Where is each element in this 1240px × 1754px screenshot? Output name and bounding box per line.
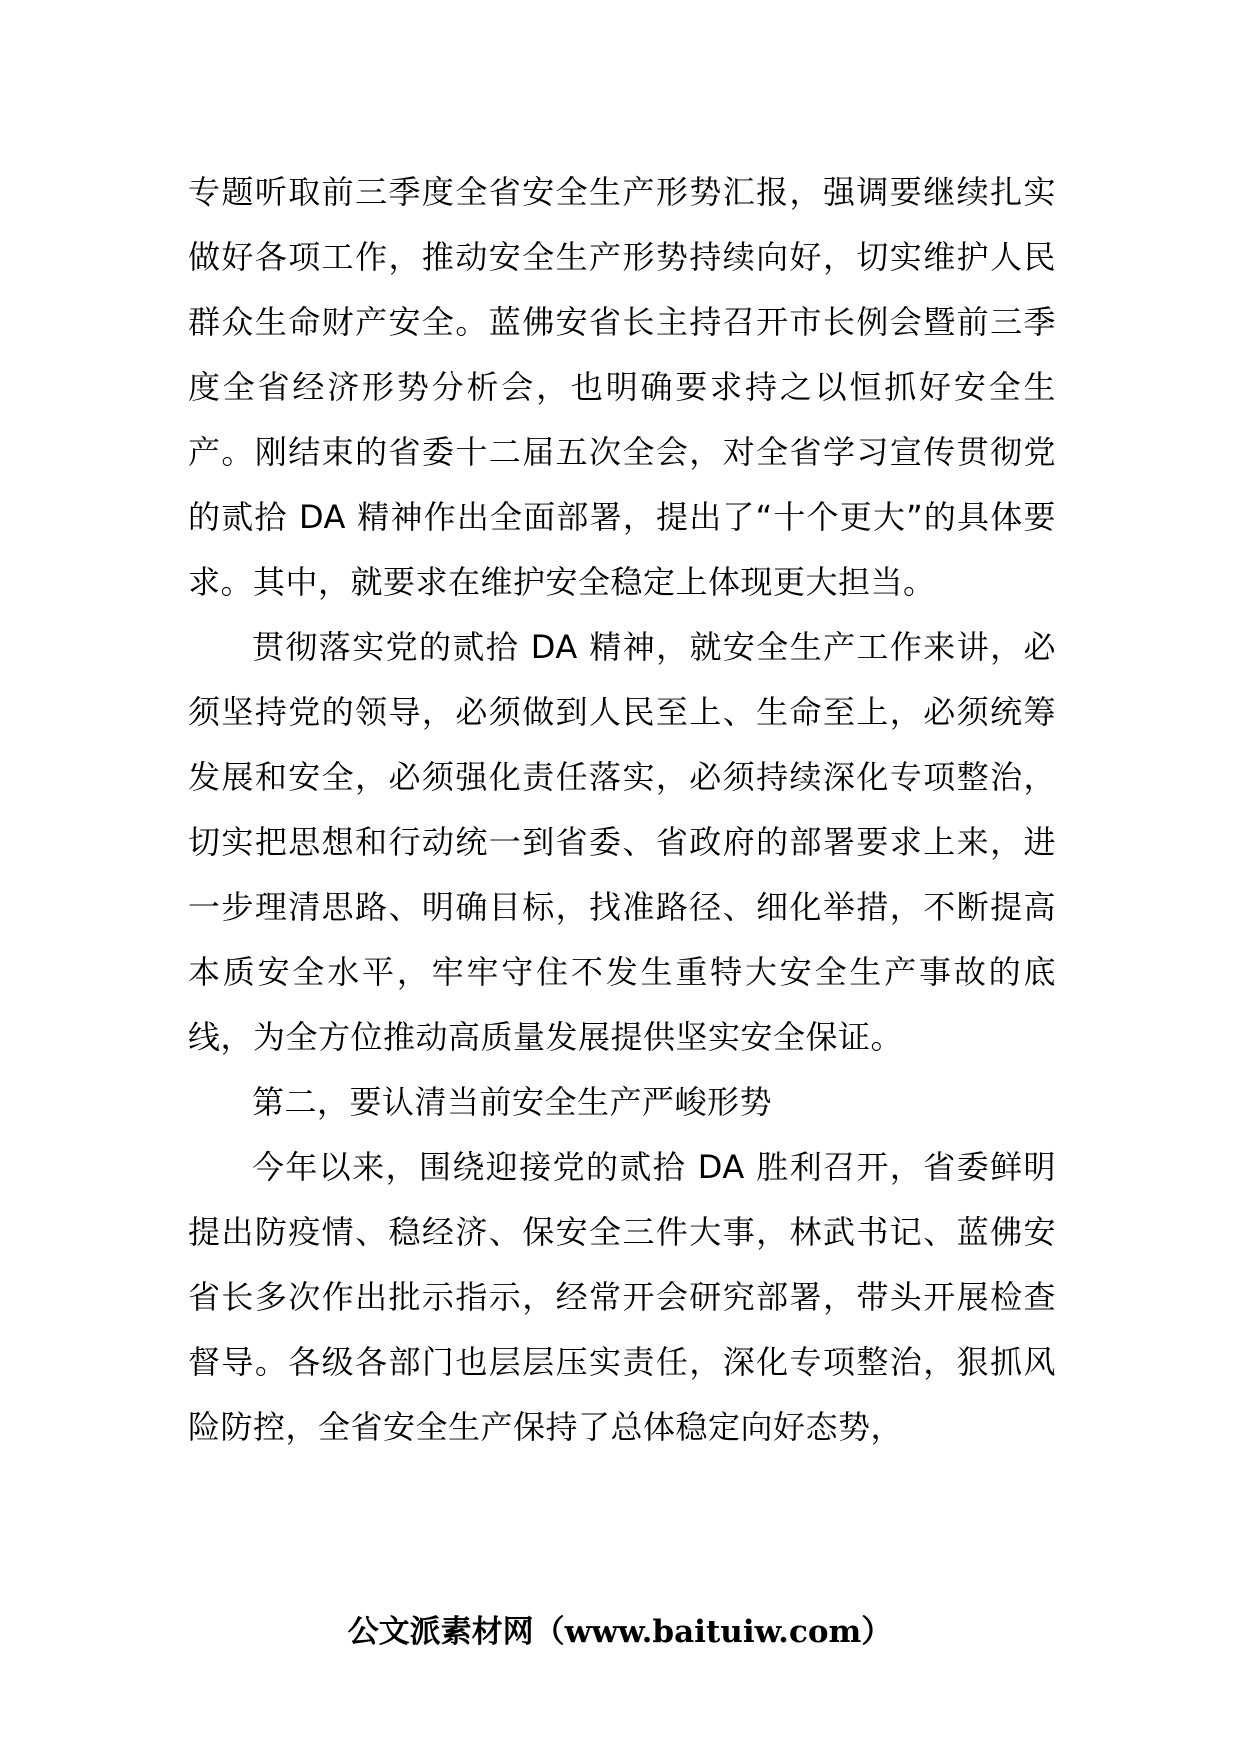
footer-watermark-text: 公文派素材网（www.baituiw.com）: [347, 1614, 893, 1650]
section-heading-text: 要认清当前安全生产严峻形势: [349, 1083, 773, 1121]
paragraph-1: 专题听取前三季度全省安全生产形势汇报，强调要继续扎实做好各项工作，推动安全生产形势持续向好，切实维护人民群众生命财产安全。蓝佛安省长主持召开市长例会暨前三季度全省经济形势分析会，也明确要求持之以恒抓好安全生产。刚结束的省委十二届五次全会，对全省学习宣传贯彻党的贰拾 DA 精神作出全面部署，提出了“十个更大”的具体要求。其中，就要求在维护安全稳定上体现更大担当。: [188, 173, 1056, 601]
section-heading-2: [188, 1070, 1056, 1135]
section-heading-prefix: 第二，: [252, 1083, 350, 1121]
paragraph-2: 贯彻落实党的贰拾 DA 精神，就安全生产工作来讲，必须坚持党的领导，必须做到人民至上、生命至上，必须统筹发展和安全，必须强化责任落实，必须持续深化专项整治，切实把思想和行动统一到省委、省政府的部署要求上来，进一步理清思路、明确目标，找准路径、细化举措，不断提高本质安全水平，牢牢守住不发生重特大安全生产事故的底线，为全方位推动高质量发展提供坚实安全保证。: [188, 628, 1056, 1056]
paragraph-3: 今年以来，围绕迎接党的贰拾 DA 胜利召开，省委鲜明提出防疫情、稳经济、保安全三件大事，林武书记、蓝佛安省长多次作出批示指示，经常开会研究部署，带头开展检查督导。各级各部门也层层压实责任，深化专项整治，狠抓风险防控，全省安全生产保持了总体稳定向好态势，: [188, 1148, 1056, 1446]
document-body: [188, 160, 1056, 1460]
